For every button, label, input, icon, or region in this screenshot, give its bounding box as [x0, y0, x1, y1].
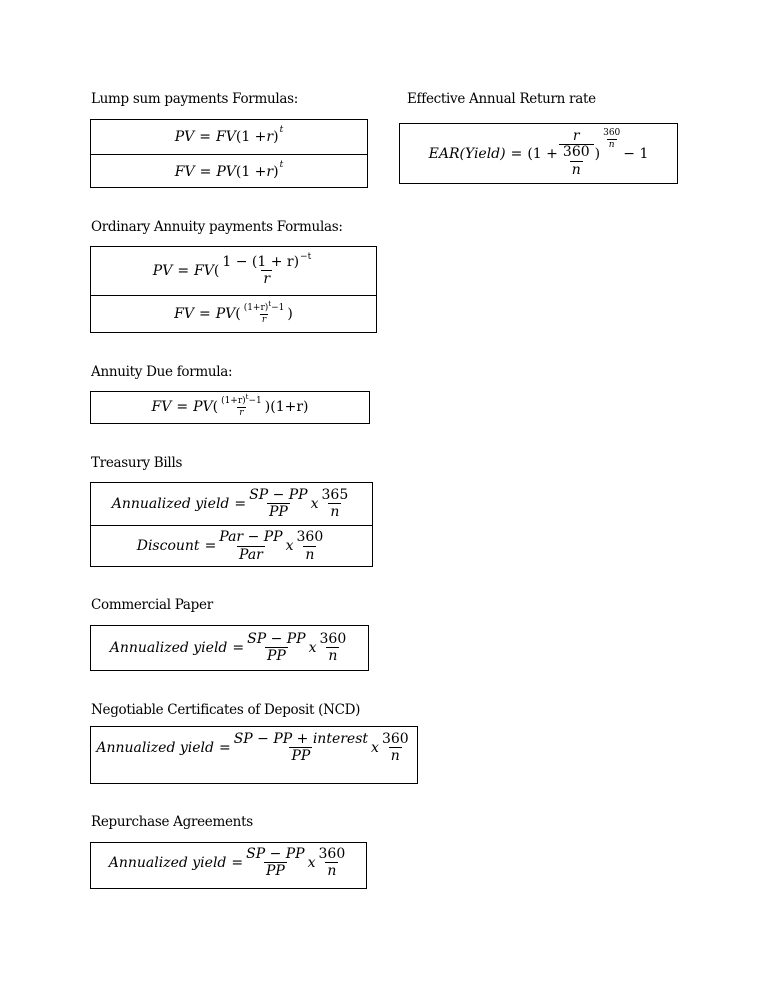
- annuity-due-formula-box: [90, 391, 370, 424]
- heading-commercial-paper: Commercial Paper: [91, 597, 213, 613]
- heading-treasury-bills: Treasury Bills: [91, 455, 183, 471]
- formula-ear: EAR(Yield) = (1 + $\frac{r}{\frac{360}{n}}$ ) $\frac{360}{n}$ − 1: [428, 127, 649, 178]
- ncd-formula-box: [90, 726, 418, 784]
- ear-formula-box: [399, 123, 678, 184]
- formula-pv-annuity: PV = FV ( $\frac{1 - (1 + r)^{-t}}{r}$: [152, 251, 312, 288]
- heading-ordinary-annuity: Ordinary Annuity payments Formulas:: [91, 219, 343, 235]
- formula-fv-due: FV = PV ( $\frac{(1+r)^t-1}{r}$ ) (1+r): [151, 392, 309, 418]
- heading-annuity-due: Annuity Due formula:: [91, 364, 233, 380]
- treasury-bills-formula-box: [90, 482, 373, 567]
- formula-ncd-yield: Annualized yield = $\frac{\text{SP − PP + interest}}{PP}$ x $\frac{360}{n}$: [96, 730, 409, 765]
- formula-fv-annuity: FV = PV ( $\frac{(1+r)^t-1}{r}$ ): [91, 295, 376, 333]
- formula-repo-yield: Annualized yield = $\frac{SP - PP}{PP}$ x $\frac{360}{n}$: [108, 845, 346, 880]
- heading-lump-sum: Lump sum payments Formulas:: [91, 91, 299, 107]
- formula-pv-lump: PV = FV (1 + r ) t: [174, 125, 284, 145]
- heading-ncd: Negotiable Certificates of Deposit (NCD): [91, 702, 361, 718]
- repo-formula-box: [90, 842, 367, 889]
- formula-cp-yield: Annualized yield = $\frac{SP - PP}{PP}$ x $\frac{360}{n}$: [109, 630, 347, 665]
- heading-repurchase-agreements: Repurchase Agreements: [91, 814, 253, 830]
- formula-tbill-discount: Discount = $\frac{\text{Par − PP}}{\text{Par}}$ x $\frac{360}{n}$: [91, 525, 372, 567]
- commercial-paper-formula-box: [90, 625, 369, 671]
- lump-sum-formula-box: [90, 119, 368, 188]
- formula-tbill-yield: Annualized yield = $\frac{SP - PP}{PP}$ x $\frac{365}{n}$: [111, 486, 349, 521]
- ordinary-annuity-formula-box: [90, 246, 377, 333]
- heading-ear: Effective Annual Return rate: [407, 91, 596, 107]
- formula-fv-lump: FV = PV (1 + r ) t: [91, 154, 367, 188]
